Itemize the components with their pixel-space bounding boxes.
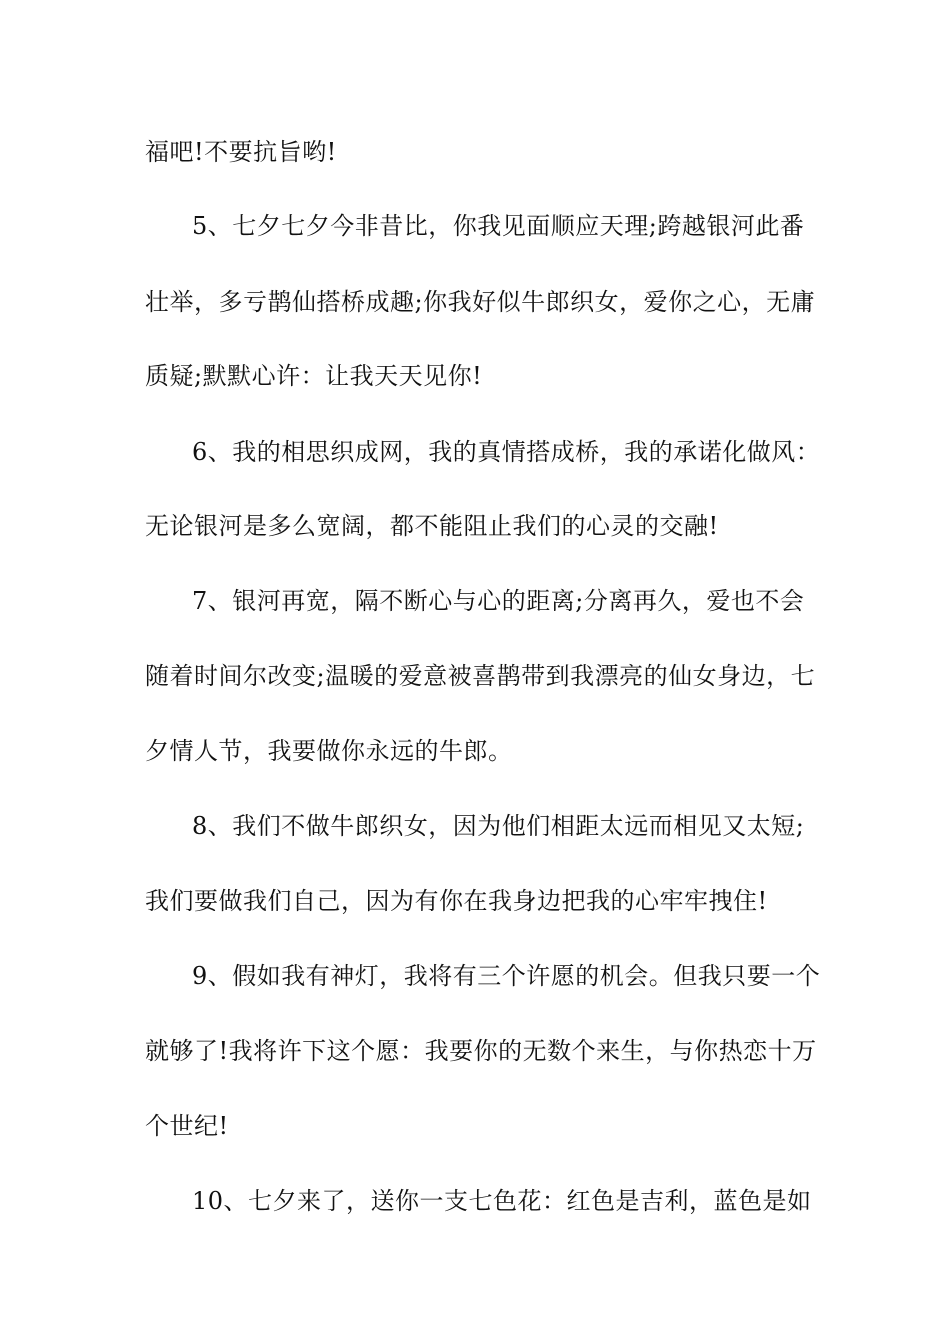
paragraph-8-line: 8、我们不做牛郎织女，因为他们相距太远而相见又太短; bbox=[192, 812, 805, 840]
paragraph-9-line: 9、假如我有神灯，我将有三个许愿的机会。但我只要一个 bbox=[192, 962, 821, 990]
text-line: 夕情人节，我要做你永远的牛郎。 bbox=[145, 737, 513, 765]
paragraph-10-line: 10、七夕来了，送你一支七色花：红色是吉利，蓝色是如 bbox=[192, 1187, 812, 1215]
text-line: 个世纪! bbox=[145, 1112, 229, 1140]
paragraph-6-line: 6、我的相思织成网，我的真情搭成桥，我的承诺化做风： bbox=[192, 438, 821, 466]
text-line: 福吧!不要抗旨哟! bbox=[145, 138, 337, 166]
text-line: 壮举，多亏鹊仙搭桥成趣;你我好似牛郎织女，爱你之心，无庸 bbox=[145, 288, 816, 316]
paragraph-5-line: 5、七夕七夕今非昔比，你我见面顺应天理;跨越银河此番 bbox=[192, 212, 805, 240]
text-line: 就够了!我将许下这个愿：我要你的无数个来生，与你热恋十万 bbox=[145, 1037, 817, 1065]
paragraph-7-line: 7、银河再宽，隔不断心与心的距离;分离再久，爱也不会 bbox=[192, 587, 805, 615]
text-line: 我们要做我们自己，因为有你在我身边把我的心牢牢拽住! bbox=[145, 887, 768, 915]
text-line: 随着时间尔改变;温暖的爱意被喜鹊带到我漂亮的仙女身边，七 bbox=[145, 662, 816, 690]
text-line: 质疑;默默心许：让我天天见你! bbox=[145, 362, 483, 390]
text-line: 无论银河是多么宽阔，都不能阻止我们的心灵的交融! bbox=[145, 512, 719, 540]
